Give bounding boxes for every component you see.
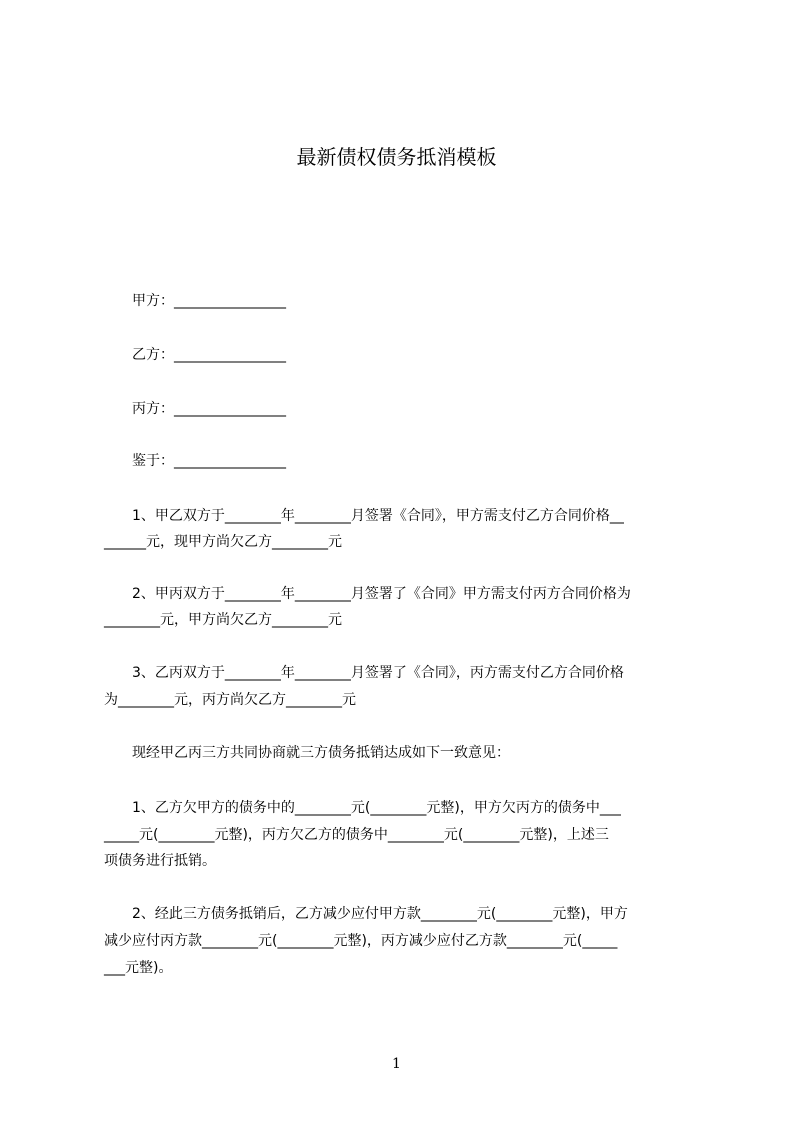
- party-b-line: 乙方：________________: [104, 347, 286, 363]
- recital-2-line-2: ________元，甲方尚欠乙方________元: [104, 612, 342, 628]
- clause-1-line-1: 1、乙方欠甲方的债务中的________元(________元整)，甲方欠丙方的债务中___: [104, 800, 621, 816]
- party-c-line: 丙方：________________: [104, 401, 286, 417]
- clause-2-line-3: ___元整)。: [104, 960, 173, 976]
- page-number: 1: [392, 1056, 401, 1072]
- clause-1-line-2: _____元(________元整)，丙方欠乙方的债务中________元(________元整)，上述三: [104, 827, 609, 843]
- document-title: 最新债权债务抵消模板: [296, 145, 497, 169]
- party-a-line: 甲方：________________: [104, 293, 286, 309]
- recital-1-line-1: 1、甲乙双方于________年________月签署《合同》，甲方需支付乙方合同价格__: [104, 508, 624, 524]
- clause-2-line-1: 2、经此三方债务抵销后，乙方减少应付甲方款________元(________元整)，甲方: [104, 906, 628, 922]
- agreement-intro: 现经甲乙丙三方共同协商就三方债务抵销达成如下一致意见：: [104, 745, 510, 761]
- recital-1-line-2: ______元，现甲方尚欠乙方________元: [104, 534, 342, 550]
- recital-2-line-1: 2、甲丙双方于________年________月签署了《合同》甲方需支付丙方合同价格为: [104, 586, 631, 602]
- clause-1-line-3: 项债务进行抵销。: [104, 853, 216, 869]
- recital-3-line-1: 3、乙丙双方于________年________月签署了《合同》，丙方需支付乙方合同价格: [104, 665, 624, 681]
- whereas-line: 鉴于：________________: [104, 453, 286, 469]
- recital-3-line-2: 为________元，丙方尚欠乙方________元: [104, 692, 356, 708]
- clause-2-line-2: 减少应付丙方款________元(________元整)，丙方减少应付乙方款________元(_____: [104, 933, 618, 949]
